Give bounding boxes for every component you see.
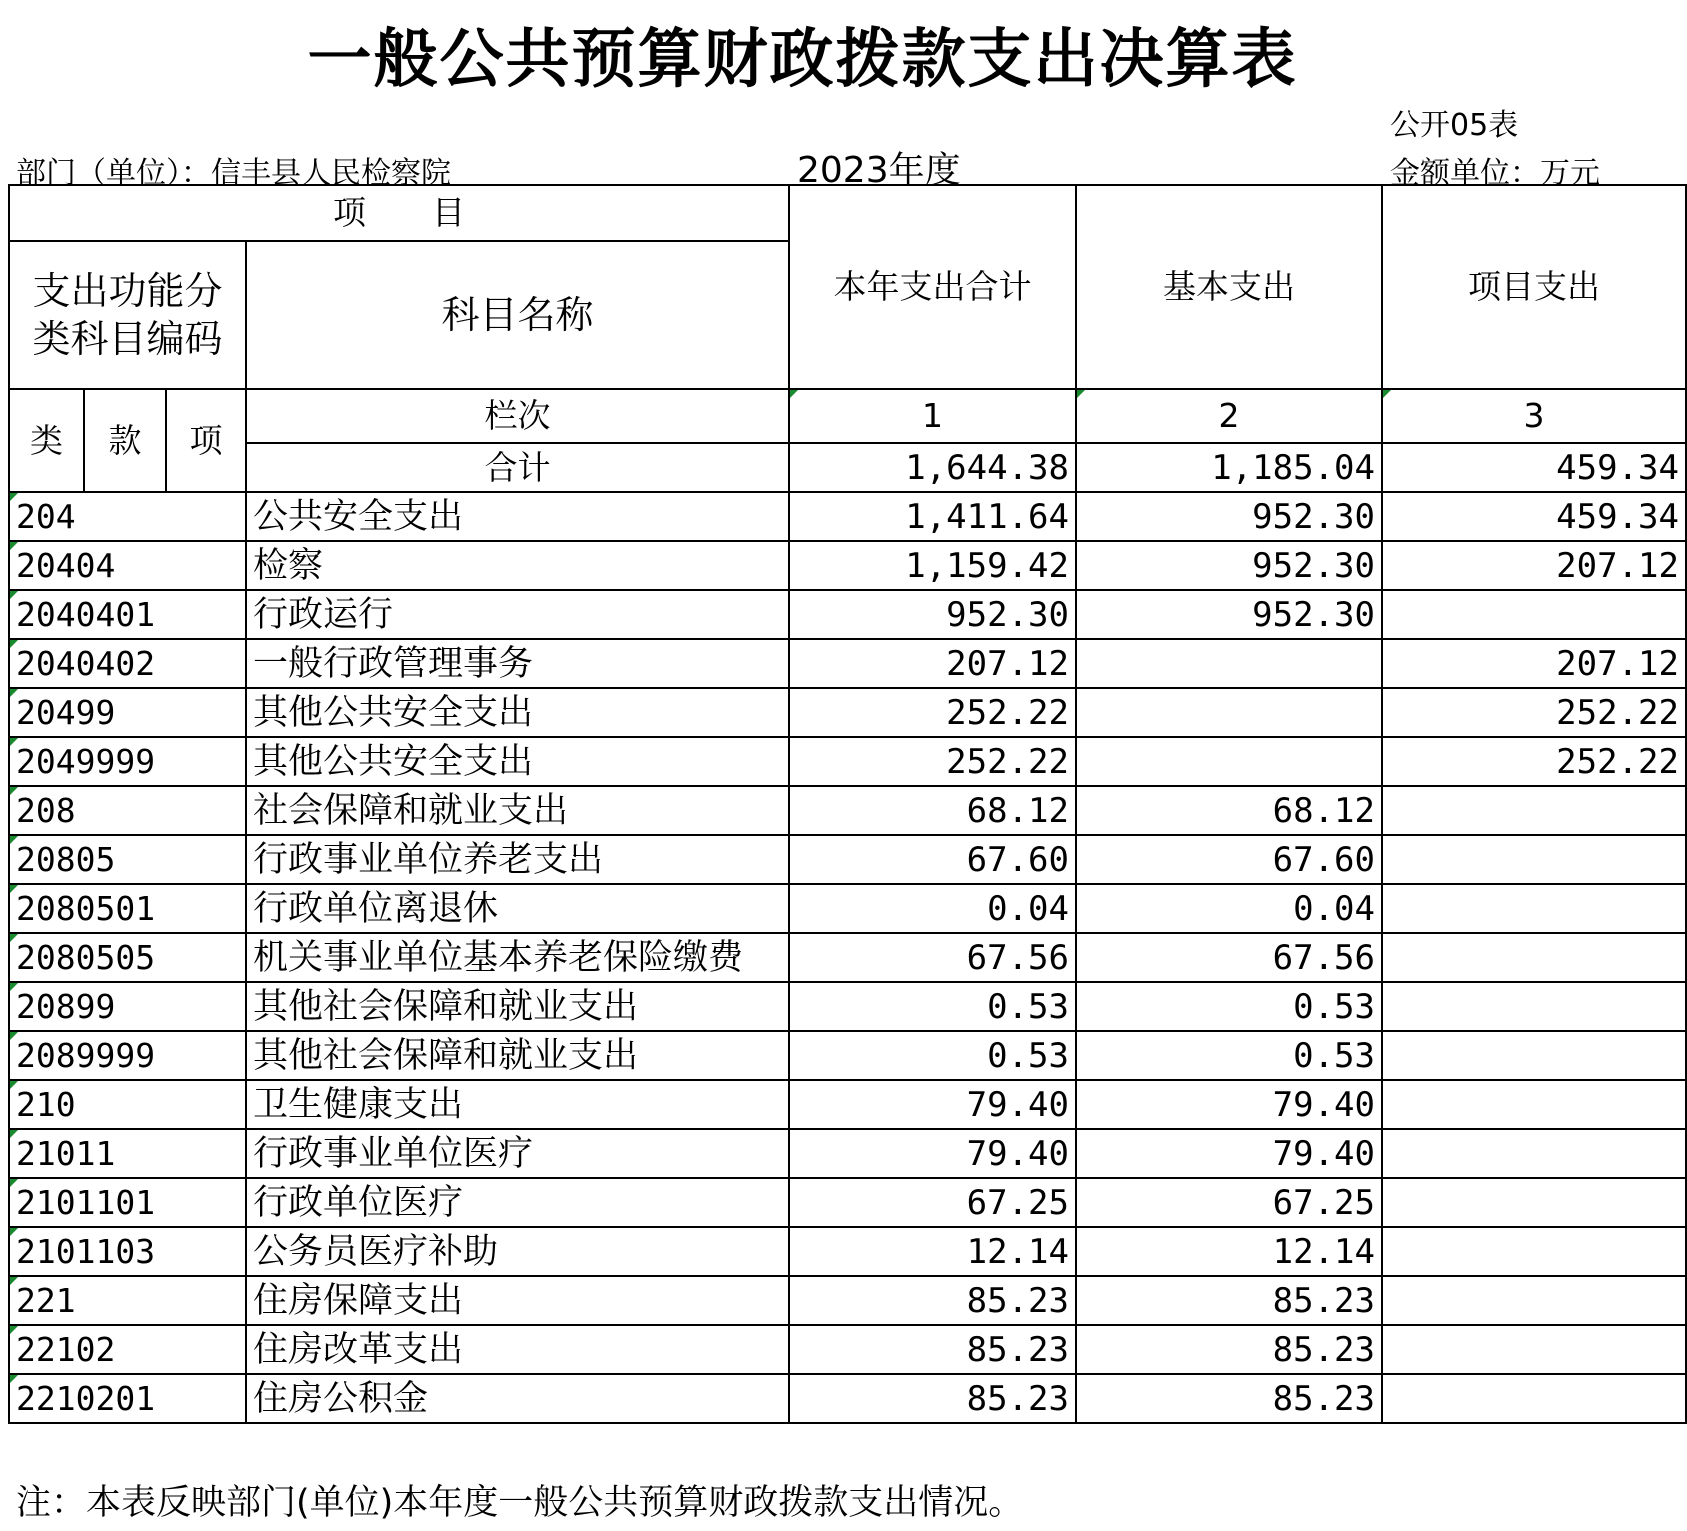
department-label: 部门（单位）：信丰县人民检察院 — [16, 156, 451, 191]
column-number-3: 3 — [1382, 389, 1686, 443]
table-row — [9, 835, 1686, 884]
subject-code: 2080501 — [9, 884, 246, 933]
amount-basic: 68.12 — [1076, 786, 1382, 835]
amount-basic: 67.25 — [1076, 1178, 1382, 1227]
subject-code: 204 — [9, 492, 246, 541]
amount-project: 207.12 — [1382, 639, 1686, 688]
amount-project — [1382, 835, 1686, 884]
subject-name: 机关事业单位基本养老保险缴费 — [246, 933, 789, 982]
table-row — [9, 1129, 1686, 1178]
subject-name: 一般行政管理事务 — [246, 639, 789, 688]
subject-name: 公务员医疗补助 — [246, 1227, 789, 1276]
subject-name: 其他公共安全支出 — [246, 688, 789, 737]
amount-total: 85.23 — [789, 1374, 1076, 1423]
page-title: 一般公共预算财政拨款支出决算表 — [307, 22, 1298, 97]
amount-total: 79.40 — [789, 1080, 1076, 1129]
amount-basic: 12.14 — [1076, 1227, 1382, 1276]
table-row — [9, 884, 1686, 933]
amount-total: 12.14 — [789, 1227, 1076, 1276]
header-total: 本年支出合计 — [789, 185, 1076, 389]
amount-total: 0.04 — [789, 884, 1076, 933]
header-subject-name: 科目名称 — [246, 241, 789, 389]
amount-basic: 79.40 — [1076, 1129, 1382, 1178]
amount-total: 85.23 — [789, 1325, 1076, 1374]
amount-project — [1382, 1227, 1686, 1276]
amount-basic: 67.60 — [1076, 835, 1382, 884]
amount-total: 1,411.64 — [789, 492, 1076, 541]
amount-project — [1382, 884, 1686, 933]
subject-code: 2101103 — [9, 1227, 246, 1276]
amount-basic: 952.30 — [1076, 541, 1382, 590]
header-basic: 基本支出 — [1076, 185, 1382, 389]
amount-project — [1382, 933, 1686, 982]
subject-name: 行政事业单位养老支出 — [246, 835, 789, 884]
amount-project: 459.34 — [1382, 492, 1686, 541]
amount-basic: 85.23 — [1076, 1325, 1382, 1374]
subject-name: 公共安全支出 — [246, 492, 789, 541]
amount-basic — [1076, 639, 1382, 688]
amount-basic — [1076, 688, 1382, 737]
subject-code: 2040402 — [9, 639, 246, 688]
amount-project: 252.22 — [1382, 737, 1686, 786]
amount-basic: 67.56 — [1076, 933, 1382, 982]
subject-code: 2210201 — [9, 1374, 246, 1423]
total-basic: 1,185.04 — [1076, 443, 1382, 492]
subject-code: 20499 — [9, 688, 246, 737]
amount-basic: 85.23 — [1076, 1374, 1382, 1423]
fiscal-year: 2023年度 — [797, 150, 961, 191]
header-lei: 类 — [9, 389, 84, 492]
subject-name: 检察 — [246, 541, 789, 590]
table-row — [9, 737, 1686, 786]
header-code-group: 支出功能分类科目编码 — [9, 241, 246, 389]
amount-basic: 0.53 — [1076, 982, 1382, 1031]
table-row — [9, 541, 1686, 590]
table-row — [9, 1178, 1686, 1227]
column-number-2: 2 — [1076, 389, 1382, 443]
subject-code: 208 — [9, 786, 246, 835]
subject-code: 20805 — [9, 835, 246, 884]
subject-name: 住房改革支出 — [246, 1325, 789, 1374]
subject-code: 2040401 — [9, 590, 246, 639]
total-amount: 1,644.38 — [789, 443, 1076, 492]
amount-total: 79.40 — [789, 1129, 1076, 1178]
table-row — [9, 1374, 1686, 1423]
subject-name: 住房公积金 — [246, 1374, 789, 1423]
subject-name: 社会保障和就业支出 — [246, 786, 789, 835]
amount-basic: 952.30 — [1076, 492, 1382, 541]
table-row — [9, 590, 1686, 639]
subject-name: 其他社会保障和就业支出 — [246, 982, 789, 1031]
subject-name: 卫生健康支出 — [246, 1080, 789, 1129]
subject-name: 行政单位离退休 — [246, 884, 789, 933]
amount-basic: 0.04 — [1076, 884, 1382, 933]
amount-project — [1382, 1129, 1686, 1178]
table-row — [9, 1227, 1686, 1276]
subject-name: 行政事业单位医疗 — [246, 1129, 789, 1178]
header-xiang: 项 — [166, 389, 246, 492]
subject-name: 其他公共安全支出 — [246, 737, 789, 786]
table-row — [9, 492, 1686, 541]
column-number-1: 1 — [789, 389, 1076, 443]
amount-total: 252.22 — [789, 737, 1076, 786]
total-label: 合计 — [246, 443, 789, 492]
amount-total: 67.25 — [789, 1178, 1076, 1227]
amount-total: 67.56 — [789, 933, 1076, 982]
table-row — [9, 982, 1686, 1031]
amount-project — [1382, 1080, 1686, 1129]
header-project-expense: 项目支出 — [1382, 185, 1686, 389]
total-row — [9, 443, 1686, 492]
amount-total: 67.60 — [789, 835, 1076, 884]
subject-code: 22102 — [9, 1325, 246, 1374]
table-row — [9, 639, 1686, 688]
amount-total: 0.53 — [789, 982, 1076, 1031]
header-lanci: 栏次 — [246, 389, 789, 443]
amount-project — [1382, 1178, 1686, 1227]
amount-total: 0.53 — [789, 1031, 1076, 1080]
table-row — [9, 1276, 1686, 1325]
form-number: 公开05表 — [1390, 108, 1519, 143]
subject-name: 住房保障支出 — [246, 1276, 789, 1325]
subject-code: 2080505 — [9, 933, 246, 982]
subject-code: 210 — [9, 1080, 246, 1129]
amount-project — [1382, 786, 1686, 835]
table-row — [9, 688, 1686, 737]
subject-code: 20404 — [9, 541, 246, 590]
table-row — [9, 1031, 1686, 1080]
subject-code: 2049999 — [9, 737, 246, 786]
subject-code: 2101101 — [9, 1178, 246, 1227]
amount-total: 85.23 — [789, 1276, 1076, 1325]
amount-total: 952.30 — [789, 590, 1076, 639]
subject-code: 21011 — [9, 1129, 246, 1178]
amount-project — [1382, 982, 1686, 1031]
amount-total: 68.12 — [789, 786, 1076, 835]
table-row — [9, 933, 1686, 982]
amount-basic — [1076, 737, 1382, 786]
subject-code: 2089999 — [9, 1031, 246, 1080]
subject-name: 行政单位医疗 — [246, 1178, 789, 1227]
table-row — [9, 1080, 1686, 1129]
amount-project — [1382, 1325, 1686, 1374]
amount-project — [1382, 1031, 1686, 1080]
amount-unit: 金额单位：万元 — [1390, 156, 1600, 191]
amount-project: 252.22 — [1382, 688, 1686, 737]
amount-project — [1382, 1374, 1686, 1423]
amount-project — [1382, 1276, 1686, 1325]
amount-basic: 85.23 — [1076, 1276, 1382, 1325]
table-row — [9, 1325, 1686, 1374]
amount-total: 207.12 — [789, 639, 1076, 688]
amount-basic: 952.30 — [1076, 590, 1382, 639]
header-kuan: 款 — [84, 389, 166, 492]
header-project: 项 目 — [9, 185, 789, 241]
amount-project — [1382, 590, 1686, 639]
subject-code: 20899 — [9, 982, 246, 1031]
amount-basic: 79.40 — [1076, 1080, 1382, 1129]
footnote: 注：本表反映部门(单位)本年度一般公共预算财政拨款支出情况。 — [16, 1483, 1024, 1523]
amount-basic: 0.53 — [1076, 1031, 1382, 1080]
amount-total: 252.22 — [789, 688, 1076, 737]
subject-name: 其他社会保障和就业支出 — [246, 1031, 789, 1080]
amount-project: 207.12 — [1382, 541, 1686, 590]
total-project: 459.34 — [1382, 443, 1686, 492]
table-row — [9, 786, 1686, 835]
expenditure-table — [8, 184, 1687, 1424]
amount-total: 1,159.42 — [789, 541, 1076, 590]
subject-code: 221 — [9, 1276, 246, 1325]
subject-name: 行政运行 — [246, 590, 789, 639]
